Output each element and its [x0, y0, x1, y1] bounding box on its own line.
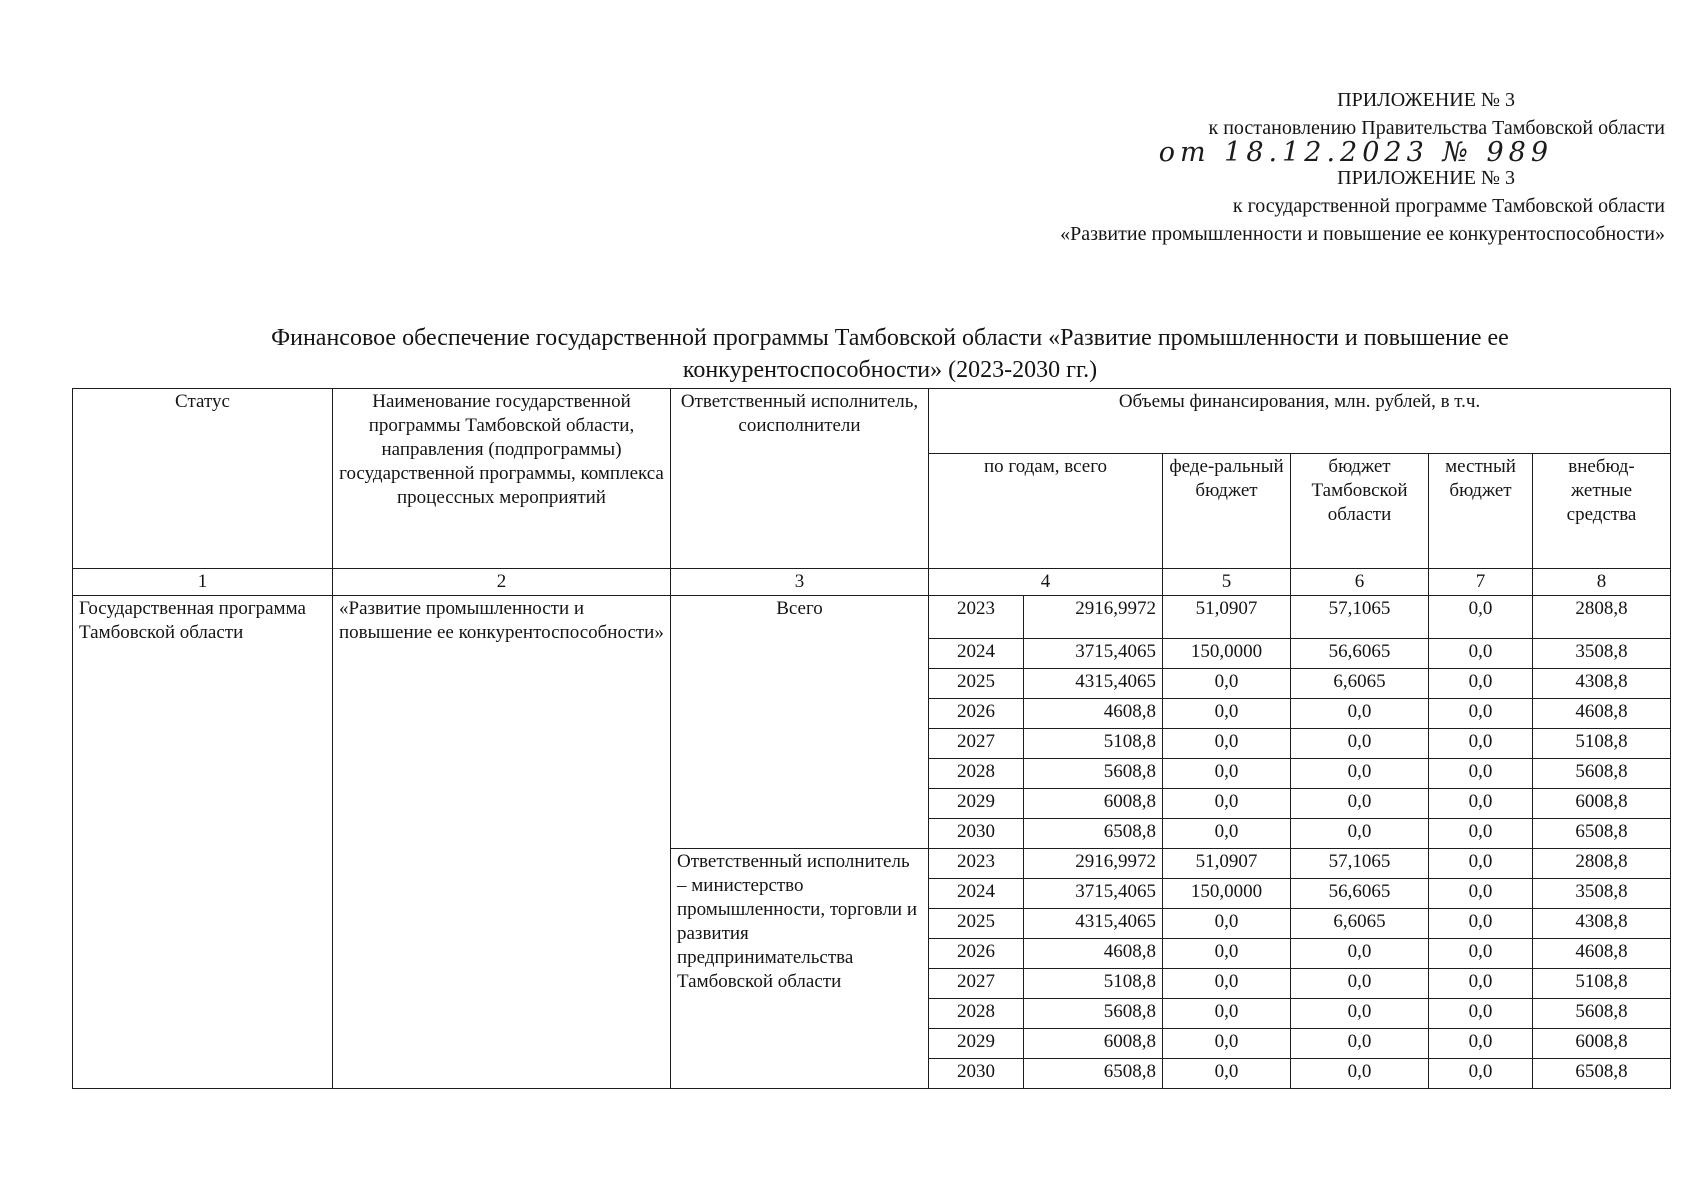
year-cell: 2028: [929, 999, 1024, 1029]
total-value-cell: 2916,9972: [1024, 596, 1163, 639]
header-funding: Объемы финансирования, млн. рублей, в т.ч.: [929, 389, 1671, 454]
appendix-label: ПРИЛОЖЕНИЕ № 3: [1337, 89, 1515, 111]
offbudget-value-cell: 4308,8: [1533, 909, 1671, 939]
regional-value-cell: 57,1065: [1291, 596, 1429, 639]
total-value-cell: 5108,8: [1024, 969, 1163, 999]
total-value-cell: 4315,4065: [1024, 669, 1163, 699]
year-cell: 2026: [929, 939, 1024, 969]
column-numbers-row: [73, 569, 1671, 596]
header-offbudget: внебюд-жетные средства: [1533, 454, 1671, 569]
local-value-cell: 0,0: [1429, 596, 1533, 639]
federal-value-cell: 150,0000: [1163, 639, 1291, 669]
header-by-years: по годам, всего: [929, 454, 1163, 569]
offbudget-value-cell: 6008,8: [1533, 1029, 1671, 1059]
total-value-cell: 3715,4065: [1024, 639, 1163, 669]
total-value-cell: 2916,9972: [1024, 849, 1163, 879]
local-value-cell: 0,0: [1429, 819, 1533, 849]
regional-value-cell: 0,0: [1291, 729, 1429, 759]
total-value-cell: 6508,8: [1024, 1059, 1163, 1089]
regional-value-cell: 0,0: [1291, 1029, 1429, 1059]
federal-value-cell: 0,0: [1163, 699, 1291, 729]
federal-value-cell: 51,0907: [1163, 849, 1291, 879]
local-value-cell: 0,0: [1429, 849, 1533, 879]
local-value-cell: 0,0: [1429, 939, 1533, 969]
year-cell: 2025: [929, 909, 1024, 939]
year-cell: 2029: [929, 789, 1024, 819]
local-value-cell: 0,0: [1429, 1029, 1533, 1059]
document-title: Финансовое обеспечение государственной программы Тамбовской области «Развитие промышленности и повышение ее конкурентоспособности» (2023-2030 гг.): [271, 325, 1509, 383]
regional-value-cell: 6,6065: [1291, 909, 1429, 939]
header-federal: феде-ральный бюджет: [1163, 454, 1291, 569]
header-regional: бюджет Тамбовской области: [1291, 454, 1429, 569]
regional-value-cell: 0,0: [1291, 1059, 1429, 1089]
local-value-cell: 0,0: [1429, 639, 1533, 669]
status-cell: Государственная программа Тамбовской области: [73, 596, 333, 1089]
federal-value-cell: 0,0: [1163, 789, 1291, 819]
year-cell: 2025: [929, 669, 1024, 699]
regional-value-cell: 0,0: [1291, 759, 1429, 789]
offbudget-value-cell: 5608,8: [1533, 759, 1671, 789]
column-number: 1: [73, 569, 333, 596]
federal-value-cell: 150,0000: [1163, 879, 1291, 909]
column-number: 6: [1291, 569, 1429, 596]
regional-value-cell: 57,1065: [1291, 849, 1429, 879]
column-number: 2: [333, 569, 671, 596]
financing-table: [72, 388, 1671, 1089]
year-cell: 2023: [929, 596, 1024, 639]
regional-value-cell: 0,0: [1291, 819, 1429, 849]
local-value-cell: 0,0: [1429, 969, 1533, 999]
offbudget-value-cell: 3508,8: [1533, 639, 1671, 669]
offbudget-value-cell: 4608,8: [1533, 939, 1671, 969]
year-cell: 2030: [929, 1059, 1024, 1089]
regional-value-cell: 0,0: [1291, 999, 1429, 1029]
offbudget-value-cell: 4608,8: [1533, 699, 1671, 729]
regional-value-cell: 0,0: [1291, 789, 1429, 819]
offbudget-value-cell: 6008,8: [1533, 789, 1671, 819]
federal-value-cell: 0,0: [1163, 1029, 1291, 1059]
federal-value-cell: 0,0: [1163, 909, 1291, 939]
appendix-label-2: ПРИЛОЖЕНИЕ № 3: [1337, 167, 1515, 189]
offbudget-value-cell: 2808,8: [1533, 849, 1671, 879]
program-name: «Развитие промышленности и повышение ее конкурентоспособности»: [1060, 223, 1665, 245]
regional-value-cell: 0,0: [1291, 699, 1429, 729]
federal-value-cell: 0,0: [1163, 939, 1291, 969]
offbudget-value-cell: 5608,8: [1533, 999, 1671, 1029]
total-value-cell: 5608,8: [1024, 999, 1163, 1029]
regional-value-cell: 6,6065: [1291, 669, 1429, 699]
year-cell: 2023: [929, 849, 1024, 879]
offbudget-value-cell: 6508,8: [1533, 819, 1671, 849]
handwritten-date-number: от 18.12.2023 № 989: [1158, 137, 1553, 168]
total-value-cell: 3715,4065: [1024, 879, 1163, 909]
total-value-cell: 4608,8: [1024, 939, 1163, 969]
table-row: [73, 596, 1671, 639]
federal-value-cell: 0,0: [1163, 669, 1291, 699]
column-number: 5: [1163, 569, 1291, 596]
header-program-name: Наименование государственной программы Тамбовской области, направления (подпрограммы) государственной программы, комплекса процессных мероприятий: [333, 389, 671, 569]
total-value-cell: 4608,8: [1024, 699, 1163, 729]
regional-value-cell: 56,6065: [1291, 879, 1429, 909]
total-value-cell: 4315,4065: [1024, 909, 1163, 939]
federal-value-cell: 0,0: [1163, 969, 1291, 999]
header-status: Статус: [73, 389, 333, 569]
column-number: 8: [1533, 569, 1671, 596]
year-cell: 2026: [929, 699, 1024, 729]
regional-value-cell: 0,0: [1291, 939, 1429, 969]
federal-value-cell: 0,0: [1163, 999, 1291, 1029]
year-cell: 2028: [929, 759, 1024, 789]
year-cell: 2024: [929, 639, 1024, 669]
federal-value-cell: 0,0: [1163, 729, 1291, 759]
local-value-cell: 0,0: [1429, 999, 1533, 1029]
executor-cell-ministry: Ответственный исполнитель – министерство промышленности, торговли и развития предпринимательства Тамбовской области: [671, 849, 929, 1089]
resolution-reference: к постановлению Правительства Тамбовской области: [1208, 117, 1665, 139]
local-value-cell: 0,0: [1429, 729, 1533, 759]
year-cell: 2029: [929, 1029, 1024, 1059]
total-value-cell: 6008,8: [1024, 789, 1163, 819]
executor-cell-total: Всего: [671, 596, 929, 849]
column-number: 7: [1429, 569, 1533, 596]
total-value-cell: 5108,8: [1024, 729, 1163, 759]
federal-value-cell: 0,0: [1163, 1059, 1291, 1089]
regional-value-cell: 0,0: [1291, 969, 1429, 999]
local-value-cell: 0,0: [1429, 759, 1533, 789]
regional-value-cell: 56,6065: [1291, 639, 1429, 669]
column-number: 4: [929, 569, 1163, 596]
local-value-cell: 0,0: [1429, 879, 1533, 909]
program-cell: «Развитие промышленности и повышение ее конкурентоспособности»: [333, 596, 671, 1089]
header-local: местный бюджет: [1429, 454, 1533, 569]
total-value-cell: 6008,8: [1024, 1029, 1163, 1059]
total-value-cell: 6508,8: [1024, 819, 1163, 849]
document-header: [1060, 86, 1665, 248]
total-value-cell: 5608,8: [1024, 759, 1163, 789]
offbudget-value-cell: 5108,8: [1533, 969, 1671, 999]
header-executor: Ответственный исполнитель, соисполнители: [671, 389, 929, 569]
offbudget-value-cell: 4308,8: [1533, 669, 1671, 699]
year-cell: 2024: [929, 879, 1024, 909]
offbudget-value-cell: 6508,8: [1533, 1059, 1671, 1089]
local-value-cell: 0,0: [1429, 699, 1533, 729]
local-value-cell: 0,0: [1429, 1059, 1533, 1089]
federal-value-cell: 0,0: [1163, 759, 1291, 789]
year-cell: 2027: [929, 729, 1024, 759]
federal-value-cell: 51,0907: [1163, 596, 1291, 639]
year-cell: 2030: [929, 819, 1024, 849]
program-reference: к государственной программе Тамбовской области: [1232, 195, 1665, 217]
offbudget-value-cell: 5108,8: [1533, 729, 1671, 759]
federal-value-cell: 0,0: [1163, 819, 1291, 849]
year-cell: 2027: [929, 969, 1024, 999]
local-value-cell: 0,0: [1429, 909, 1533, 939]
local-value-cell: 0,0: [1429, 669, 1533, 699]
column-number: 3: [671, 569, 929, 596]
offbudget-value-cell: 3508,8: [1533, 879, 1671, 909]
offbudget-value-cell: 2808,8: [1533, 596, 1671, 639]
local-value-cell: 0,0: [1429, 789, 1533, 819]
